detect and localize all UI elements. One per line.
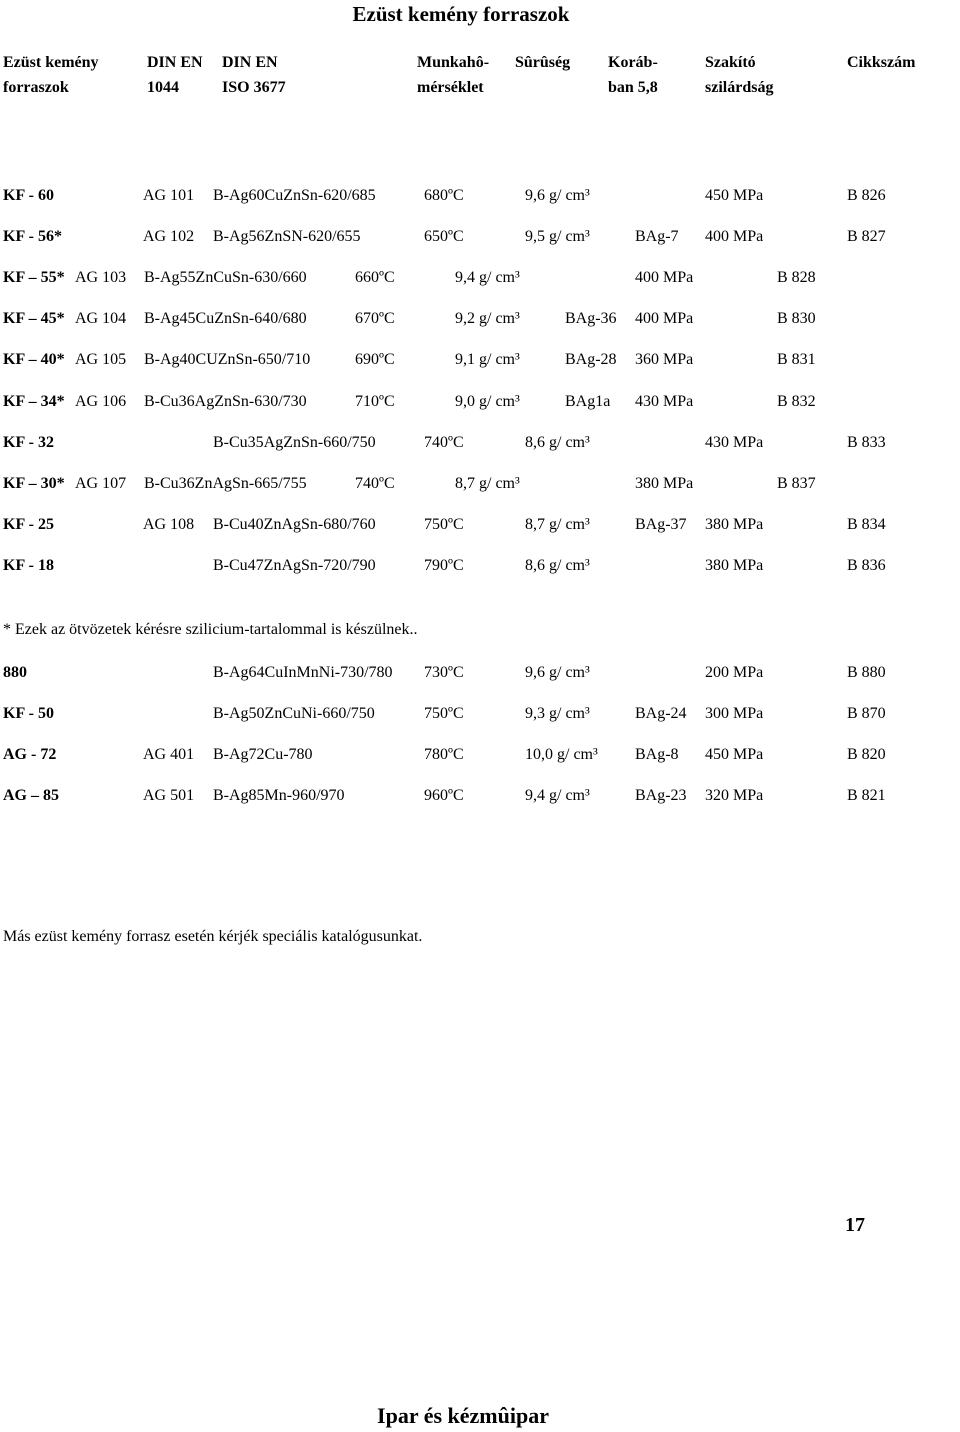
density: 9,3 g/ cm³ (525, 705, 590, 722)
iso-3677-designation: B-Ag56ZnSN-620/655 (213, 228, 361, 246)
din-1044-code: AG 108 (143, 515, 195, 533)
tensile-strength: 380 MPa (705, 515, 764, 533)
table-row (0, 351, 960, 371)
page-number: 17 (845, 1214, 865, 1236)
product-code: KF - 32 (3, 433, 54, 451)
header-tensile-strength-line2: szilárdság (705, 79, 774, 96)
page-title: Ezüst kemény forraszok (352, 2, 570, 26)
iso-3677-designation: B-Ag40CUZnSn-650/710 (144, 351, 311, 369)
catalog-note: Más ezüst kemény forrasz esetén kérjék speciális katalógusunkat. (3, 928, 423, 945)
iso-3677-designation: B-Ag50ZnCuNi-660/750 (213, 705, 375, 722)
product-code: KF – 34* (3, 392, 65, 410)
iso-3677-designation: B-Cu47ZnAgSn-720/790 (213, 556, 376, 574)
item-number: B 827 (847, 228, 886, 246)
iso-3677-designation: B-Ag85Mn-960/970 (213, 787, 345, 804)
item-number: B 830 (777, 310, 816, 328)
product-code: KF – 30* (3, 474, 65, 492)
density: 9,4 g/ cm³ (525, 787, 590, 804)
iso-3677-designation: B-Ag72Cu-780 (213, 746, 313, 763)
table-row (0, 475, 960, 495)
working-temperature: 650ºC (424, 228, 464, 246)
product-code: AG - 72 (3, 746, 57, 763)
iso-3677-designation: B-Cu36AgZnSn-630/730 (144, 392, 307, 410)
item-number: B 870 (847, 705, 886, 722)
item-number: B 836 (847, 556, 886, 574)
item-number: B 832 (777, 392, 816, 410)
working-temperature: 780ºC (424, 746, 464, 763)
table-row (0, 228, 960, 248)
header-tensile-strength-line1: Szakító (705, 54, 756, 71)
din-1044-code: AG 103 (75, 269, 127, 287)
din-1044-code: AG 107 (75, 474, 127, 492)
product-code: KF - 50 (3, 705, 54, 722)
former-bag-code: BAg-37 (635, 515, 687, 533)
table-row (0, 269, 960, 289)
product-code: KF – 55* (3, 269, 65, 287)
density: 8,7 g/ cm³ (455, 474, 520, 492)
tensile-strength: 320 MPa (705, 787, 764, 804)
product-code: KF – 40* (3, 351, 65, 369)
din-1044-code: AG 104 (75, 310, 127, 328)
density: 9,6 g/ cm³ (525, 664, 590, 681)
tensile-strength: 380 MPa (705, 556, 764, 574)
density: 9,4 g/ cm³ (455, 269, 520, 287)
working-temperature: 740ºC (355, 474, 395, 492)
tensile-strength: 430 MPa (635, 392, 694, 410)
density: 8,6 g/ cm³ (525, 556, 590, 574)
tensile-strength: 300 MPa (705, 705, 764, 722)
working-temperature: 960ºC (424, 787, 464, 804)
table-row (0, 557, 960, 577)
table-row (0, 705, 960, 725)
iso-3677-designation: B-Ag64CuInMnNi-730/780 (213, 664, 393, 681)
former-bag-code: BAg-23 (635, 787, 687, 804)
header-din-en-1044-line1: DIN EN (147, 54, 203, 71)
din-1044-code: AG 102 (143, 228, 195, 246)
working-temperature: 710ºC (355, 392, 395, 410)
table-row (0, 434, 960, 454)
working-temperature: 750ºC (424, 515, 464, 533)
item-number: B 837 (777, 474, 816, 492)
tensile-strength: 360 MPa (635, 351, 694, 369)
working-temperature: 730ºC (424, 664, 464, 681)
item-number: B 880 (847, 664, 886, 681)
item-number: B 833 (847, 433, 886, 451)
density: 9,2 g/ cm³ (455, 310, 520, 328)
density: 9,6 g/ cm³ (525, 187, 590, 204)
density: 10,0 g/ cm³ (525, 746, 598, 763)
table-row (0, 664, 960, 684)
item-number: B 821 (847, 787, 886, 804)
iso-3677-designation: B-Ag45CuZnSn-640/680 (144, 310, 307, 328)
din-1044-code: AG 105 (75, 351, 127, 369)
iso-3677-designation: B-Ag55ZnCuSn-630/660 (144, 269, 307, 287)
item-number: B 820 (847, 746, 886, 763)
header-working-temp-line2: mérséklet (417, 79, 484, 96)
working-temperature: 670ºC (355, 310, 395, 328)
working-temperature: 790ºC (424, 556, 464, 574)
tensile-strength: 400 MPa (635, 269, 694, 287)
header-din-en-1044-line2: 1044 (147, 79, 179, 96)
header-former-bag-line1: Koráb- (608, 54, 658, 71)
density: 9,1 g/ cm³ (455, 351, 520, 369)
former-bag-code: BAg-28 (565, 351, 617, 369)
header-product-line2: forraszok (3, 79, 69, 96)
header-product-line1: Ezüst kemény (3, 54, 99, 71)
table-row (0, 187, 960, 207)
header-former-bag-line2: ban 5,8 (608, 79, 658, 96)
table-row (0, 393, 960, 413)
table-row (0, 310, 960, 330)
density: 9,0 g/ cm³ (455, 392, 520, 410)
din-1044-code: AG 401 (143, 746, 195, 763)
product-code: KF - 18 (3, 556, 54, 574)
table-row (0, 787, 960, 807)
working-temperature: 680ºC (424, 187, 464, 204)
footnote: * Ezek az ötvözetek kérésre szilicium-tartalommal is készülnek.. (3, 621, 418, 638)
footer-title: Ipar és kézmûipar (377, 1403, 549, 1428)
iso-3677-designation: B-Cu36ZnAgSn-665/755 (144, 474, 307, 492)
former-bag-code: BAg-7 (635, 228, 679, 246)
former-bag-code: BAg1a (565, 392, 611, 410)
header-din-en-iso-3677-line1: DIN EN (222, 54, 278, 71)
iso-3677-designation: B-Cu40ZnAgSn-680/760 (213, 515, 376, 533)
product-code: KF – 45* (3, 310, 65, 328)
tensile-strength: 450 MPa (705, 746, 764, 763)
item-number: B 826 (847, 187, 886, 204)
header-working-temp-line1: Munkahô- (417, 54, 490, 71)
product-code: KF - 56* (3, 228, 62, 246)
din-1044-code: AG 501 (143, 787, 195, 804)
iso-3677-designation: B-Cu35AgZnSn-660/750 (213, 433, 376, 451)
former-bag-code: BAg-24 (635, 705, 687, 722)
working-temperature: 690ºC (355, 351, 395, 369)
product-code: 880 (3, 664, 27, 681)
density: 8,6 g/ cm³ (525, 433, 590, 451)
product-code: KF - 25 (3, 515, 54, 533)
density: 8,7 g/ cm³ (525, 515, 590, 533)
tensile-strength: 400 MPa (635, 310, 694, 328)
item-number: B 828 (777, 269, 816, 287)
working-temperature: 660ºC (355, 269, 395, 287)
density: 9,5 g/ cm³ (525, 228, 590, 246)
din-1044-code: AG 101 (143, 187, 195, 204)
product-code: AG – 85 (3, 787, 59, 804)
din-1044-code: AG 106 (75, 392, 127, 410)
former-bag-code: BAg-8 (635, 746, 679, 763)
item-number: B 834 (847, 515, 886, 533)
tensile-strength: 430 MPa (705, 433, 764, 451)
header-density-line1: Sûrûség (515, 54, 571, 71)
iso-3677-designation: B-Ag60CuZnSn-620/685 (213, 187, 376, 204)
header-item-number-line1: Cikkszám (847, 54, 916, 71)
product-code: KF - 60 (3, 187, 54, 204)
working-temperature: 750ºC (424, 705, 464, 722)
tensile-strength: 200 MPa (705, 664, 764, 681)
header-din-en-iso-3677-line2: ISO 3677 (222, 79, 286, 96)
tensile-strength: 380 MPa (635, 474, 694, 492)
table-row (0, 746, 960, 766)
tensile-strength: 450 MPa (705, 187, 764, 204)
item-number: B 831 (777, 351, 816, 369)
former-bag-code: BAg-36 (565, 310, 617, 328)
tensile-strength: 400 MPa (705, 228, 764, 246)
working-temperature: 740ºC (424, 433, 464, 451)
table-row (0, 516, 960, 536)
